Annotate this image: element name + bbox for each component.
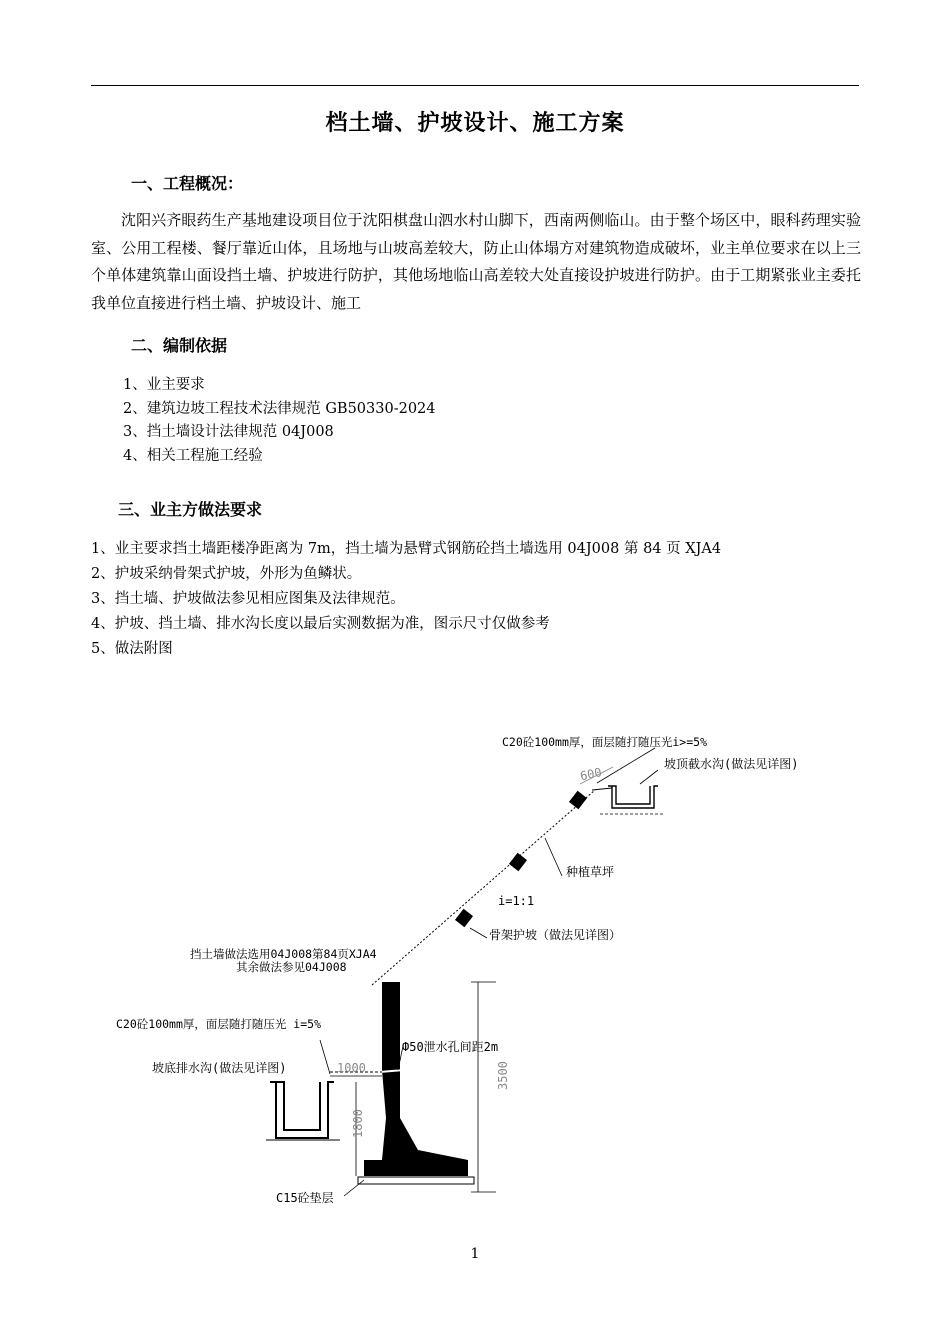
grass-leader — [545, 838, 562, 876]
slope-frame-block — [569, 791, 587, 809]
cushion-layer — [358, 1177, 474, 1184]
drain-hole-label: Ф50泄水孔间距2m — [402, 1040, 499, 1054]
section-3-heading: 三、业主方做法要求 — [118, 500, 263, 519]
grass-label: 种植草坪 — [566, 865, 615, 879]
bottom-concrete-leader — [320, 1040, 330, 1074]
retaining-wall-section-drawing — [100, 720, 860, 1230]
bottom-ditch-label: 坡底排水沟(做法见详图) — [152, 1061, 287, 1075]
requirements-list — [91, 537, 721, 662]
wall-note-2: 其余做法参见04J008 — [236, 960, 347, 974]
retaining-wall-base — [364, 1118, 468, 1176]
list-item: 2、护坡采纳骨架式护坡，外形为鱼鳞状。 — [91, 566, 362, 582]
section-1-body: 沈阳兴齐眼药生产基地建设项目位于沈阳棋盘山泗水村山脚下，西南两侧临山。由于整个场区中，眼科药理实验室、公用工程楼、餐厅靠近山体，且场地与山坡高差较大，防止山体塌方对建筑物造成破坏，业主单位要求在以上三个单体建筑靠山面设挡土墙、护坡进行防护，其他场地临山高差较大处直接设护坡进行防护。由于工期紧张业主委托我单位直接进行档土墙、护坡设计、施工 — [91, 211, 861, 312]
cushion-label: C15砼垫层 — [276, 1191, 334, 1205]
top-ditch-leader — [640, 770, 658, 784]
bottom-drainage-ditch — [270, 1082, 334, 1138]
section-2-heading: 二、编制依据 — [131, 336, 228, 355]
list-item: 1、业主要求 — [123, 377, 205, 393]
retaining-wall-stem — [382, 982, 400, 1118]
frame-slope-label: 骨架护坡（做法见详图） — [489, 928, 622, 942]
bottom-dimension-text: 1000 — [337, 1061, 366, 1075]
list-item: 1、业主要求挡土墙距楼净距离为 7m，挡土墙为悬臂式钢筋砼挡土墙选用 04J008 第 84 页 XJA4 — [91, 541, 722, 557]
slope-frame-block — [509, 853, 527, 871]
list-item: 4、护坡、挡土墙、排水沟长度以最后实测数据为准，图示尺寸仅做参考 — [91, 616, 550, 632]
page-number: 1 — [470, 1246, 480, 1262]
top-concrete-note: C20砼100mm厚，面层随打随压光i>=5% — [502, 735, 708, 749]
list-item: 4、相关工程施工经验 — [123, 447, 263, 464]
frame-slope-leader — [470, 928, 487, 938]
list-item: 5、做法附图 — [91, 641, 173, 657]
cushion-leader — [344, 1180, 364, 1196]
slope-line — [372, 790, 595, 985]
bottom-concrete-note: C20砼100mm厚，面层随打随压光 i=5% — [116, 1017, 322, 1031]
basis-list — [123, 374, 436, 468]
header-rule — [91, 85, 859, 86]
top-ditch-label: 坡顶截水沟(做法见详图) — [664, 757, 799, 771]
slope-ratio-label: i=1:1 — [498, 894, 535, 908]
top-drainage-ditch — [608, 786, 658, 808]
section-1-heading: 一、工程概况： — [131, 174, 244, 193]
list-item: 3、挡土墙、护坡做法参见相应图集及法律规范。 — [91, 591, 405, 607]
list-item: 3、挡土墙设计法律规范 04J008 — [123, 424, 334, 440]
slope-frame-block — [455, 909, 473, 927]
list-item: 2、建筑边坡工程技术法律规范 GB50330-2024 — [123, 400, 436, 417]
document-title: 档土墙、护坡设计、施工方案 — [325, 111, 625, 136]
top-concrete-leader — [597, 748, 655, 783]
depth-dimension-text: 1800 — [351, 1109, 365, 1138]
wall-note-1: 挡土墙做法选用04J008第84页XJA4 — [190, 947, 377, 961]
height-dimension-text: 3500 — [496, 1061, 510, 1090]
top-dimension-text: 600 — [578, 765, 603, 784]
top-concrete-layer — [592, 788, 612, 790]
